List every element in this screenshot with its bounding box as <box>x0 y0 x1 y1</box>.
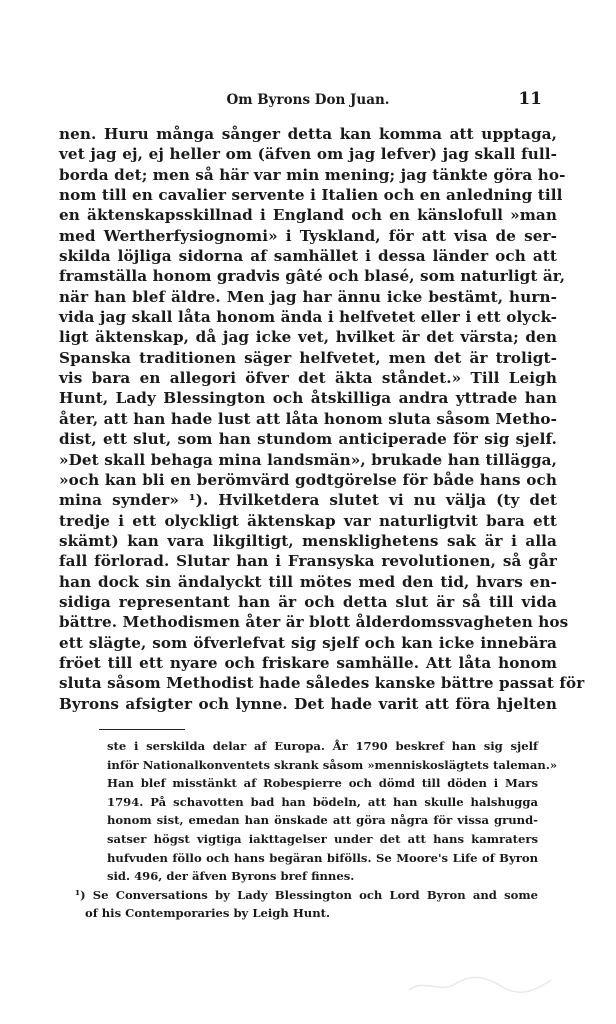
footnote-line: 1794. På schavotten bad han bödeln, att han skulle halshugga <box>107 794 538 809</box>
text-line: med Wertherfysiognomi» i Tyskland, för att visa de ser- <box>59 226 557 245</box>
footnote-note-line: ¹) Se Conversations by Lady Blessington och Lord Byron and some <box>75 887 538 902</box>
text-line: »Det skall behaga mina landsmän», brukade han tillägga, <box>59 450 557 469</box>
text-line: nen. Huru många sånger detta kan komma att upptaga, <box>59 125 557 143</box>
text-line: vis bara en allegori öfver det äkta ståndet.» Till Leigh <box>59 369 557 388</box>
text-line: vida jag skall låta honom ända i helfvetet eller i ett olyck- <box>59 308 557 327</box>
text-line: mina synder» ¹). Hvilketdera slutet vi nu välja (ty det <box>59 491 557 510</box>
text-line: framställa honom gradvis gâté och blasé, som naturligt är, <box>59 267 566 286</box>
text-line: ett slägte, som öfverlefvat sig sjelf och kan icke innebära <box>59 633 557 652</box>
footnote-line: inför Nationalkonventets skrank såsom »menniskoslägtets taleman.» <box>107 757 558 772</box>
footnote-note-line: of his Contemporaries by Leigh Hunt. <box>85 906 331 921</box>
footnote-line: ste i serskilda delar af Europa. År 1790 beskref han sig sjelf <box>107 739 538 753</box>
text-line: vet jag ej, ej heller om (äfven om jag lefver) jag skall full- <box>59 145 557 164</box>
text-line: fall förlorad. Slutar han i Fransyska revolutionen, så går <box>59 552 557 571</box>
footnote-divider <box>99 729 185 730</box>
page-number: 11 <box>518 89 542 109</box>
footnote-line: honom sist, emedan han önskade att göra några för vissa grund- <box>107 813 538 828</box>
text-line: Hunt, Lady Blessington och åtskilliga andra yttrade han <box>59 389 557 408</box>
text-line: han dock sin ändalyckt till mötes med den tid, hvars en- <box>59 572 557 591</box>
text-line: när han blef äldre. Men jag har ännu icke bestämt, hurn- <box>59 287 557 306</box>
text-line: skämt) kan vara likgiltigt, mensklighetens sak är i alla <box>59 531 557 550</box>
text-line: sidiga representant han är och detta slut är så till vida <box>59 592 557 611</box>
footnotes <box>75 737 558 923</box>
running-title: Om Byrons Don Juan. <box>226 92 390 108</box>
text-line: bättre. Methodismen åter är blott ålderdomssvagheten hos <box>59 613 569 632</box>
text-line: borda det; men så här var min mening; jag tänkte göra ho- <box>59 165 566 184</box>
text-line: dist, ett slut, som han stundom anticiperade för sig sjelf. <box>59 430 557 449</box>
body-text <box>59 124 585 714</box>
text-line: nom till en cavalier servente i Italien och en anledning till <box>59 186 563 205</box>
footnote-line: sid. 496, der äfven Byrons bref finnes. <box>107 869 355 884</box>
text-line: skilda löjliga sidorna af samhället i dessa länder och att <box>59 247 557 266</box>
scan-watermark <box>405 970 555 998</box>
footnote-line: Han blef misstänkt af Robespierre och dömd till döden i Mars <box>107 776 538 791</box>
text-line: Spanska traditionen säger helfvetet, men det är troligt- <box>59 348 557 367</box>
text-line: ligt äktenskap, då jag icke vet, hvilket är det värsta; den <box>59 328 557 347</box>
footnote-line: hufvuden föllo och hans begäran bifölls. Se Moore's Life of Byron <box>107 850 538 865</box>
text-line: en äktenskapsskillnad i England och en känslofull »man <box>59 206 557 225</box>
footnote-line: satser högst vigtiga iakttagelser under det att hans kamraters <box>107 831 538 846</box>
text-line: fröet till ett nyare och friskare samhälle. Att låta honom <box>59 653 557 672</box>
text-line: tredje i ett olyckligt äktenskap var naturligtvit bara ett <box>59 511 557 530</box>
text-line: åter, att han hade lust att låta honom sluta såsom Metho- <box>59 409 557 428</box>
text-line: Byrons afsigter och lynne. Det hade varit att föra hjelten <box>59 694 557 713</box>
running-head <box>60 89 556 111</box>
text-line: sluta såsom Methodist hade således kanske bättre passat för <box>59 674 585 693</box>
text-line: »och kan bli en berömvärd godtgörelse för både hans och <box>59 470 557 489</box>
